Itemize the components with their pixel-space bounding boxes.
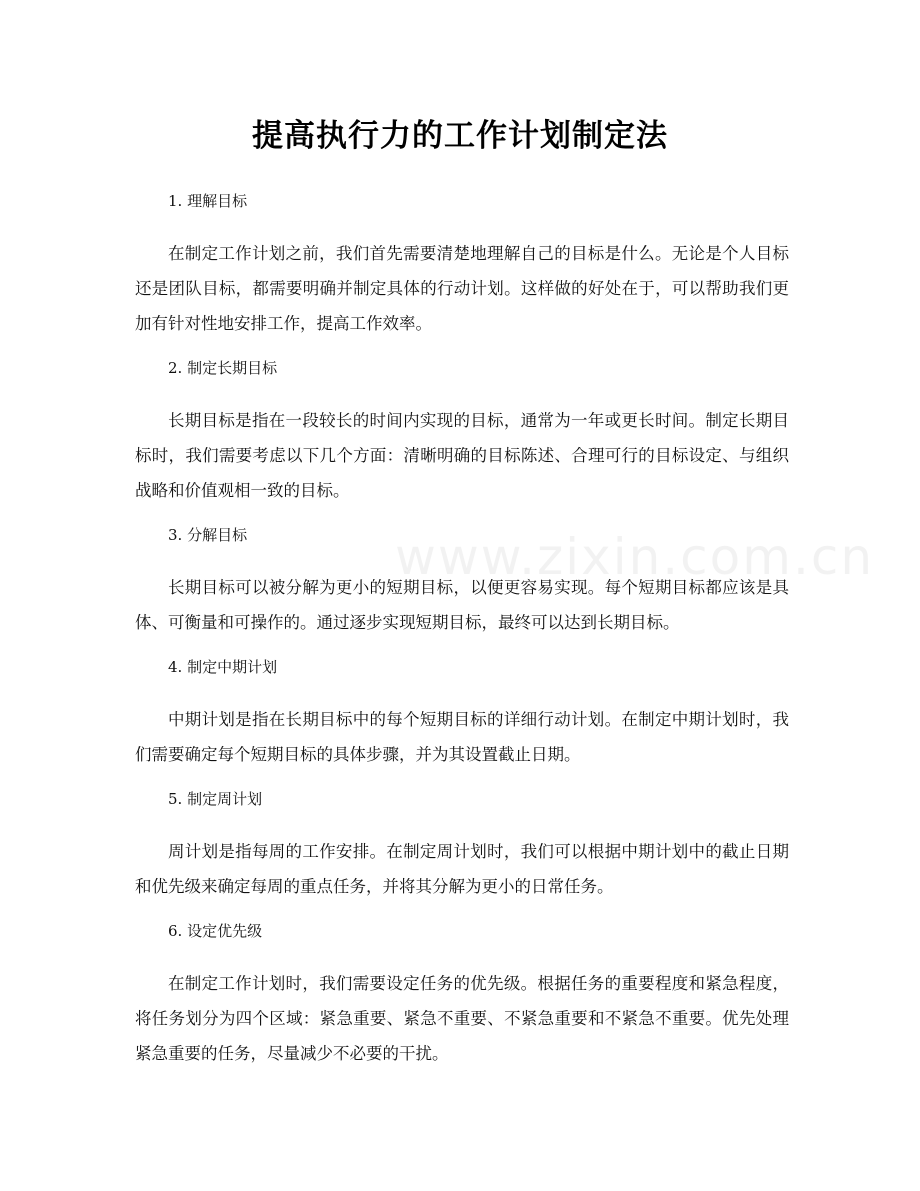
section-heading: 2. 制定长期目标: [168, 359, 278, 377]
section-6: [135, 916, 789, 1071]
section-heading: 5. 制定周计划: [168, 790, 263, 808]
section-heading: 1. 理解目标: [168, 192, 248, 210]
section-paragraph: 长期目标可以被分解为更小的短期目标，以便更容易实现。每个短期目标都应该是具体、可衡量和可操作的。通过逐步实现短期目标，最终可以达到长期目标。: [135, 578, 789, 632]
section-4: [135, 652, 789, 784]
section-paragraph: 中期计划是指在长期目标中的每个短期目标的详细行动计划。在制定中期计划时，我们需要确定每个短期目标的具体步骤，并为其设置截止日期。: [135, 710, 789, 764]
section-heading: 4. 制定中期计划: [168, 658, 278, 676]
document-body: [135, 186, 789, 1071]
section-paragraph: 在制定工作计划时，我们需要设定任务的优先级。根据任务的重要程度和紧急程度，将任务划分为四个区域：紧急重要、紧急不重要、不紧急重要和不紧急不重要。优先处理紧急重要的任务，尽量减少不必要的干扰。: [135, 974, 789, 1063]
section-1: [135, 186, 789, 353]
section-heading: 3. 分解目标: [168, 526, 248, 544]
section-paragraph: 周计划是指每周的工作安排。在制定周计划时，我们可以根据中期计划中的截止日期和优先级来确定每周的重点任务，并将其分解为更小的日常任务。: [135, 842, 789, 896]
section-paragraph: 在制定工作计划之前，我们首先需要清楚地理解自己的目标是什么。无论是个人目标还是团队目标，都需要明确并制定具体的行动计划。这样做的好处在于，可以帮助我们更加有针对性地安排工作，提高工作效率。: [135, 244, 789, 333]
section-heading: 6. 设定优先级: [168, 922, 263, 940]
watermark: www.zixin.com.cn: [395, 528, 875, 586]
section-paragraph: 长期目标是指在一段较长的时间内实现的目标，通常为一年或更长时间。制定长期目标时，我们需要考虑以下几个方面：清晰明确的目标陈述、合理可行的目标设定、与组织战略和价值观相一致的目标。: [135, 411, 789, 500]
document-title: 提高执行力的工作计划制定法: [252, 118, 668, 154]
section-3: [135, 520, 789, 652]
section-5: [135, 784, 789, 916]
section-2: [135, 353, 789, 520]
